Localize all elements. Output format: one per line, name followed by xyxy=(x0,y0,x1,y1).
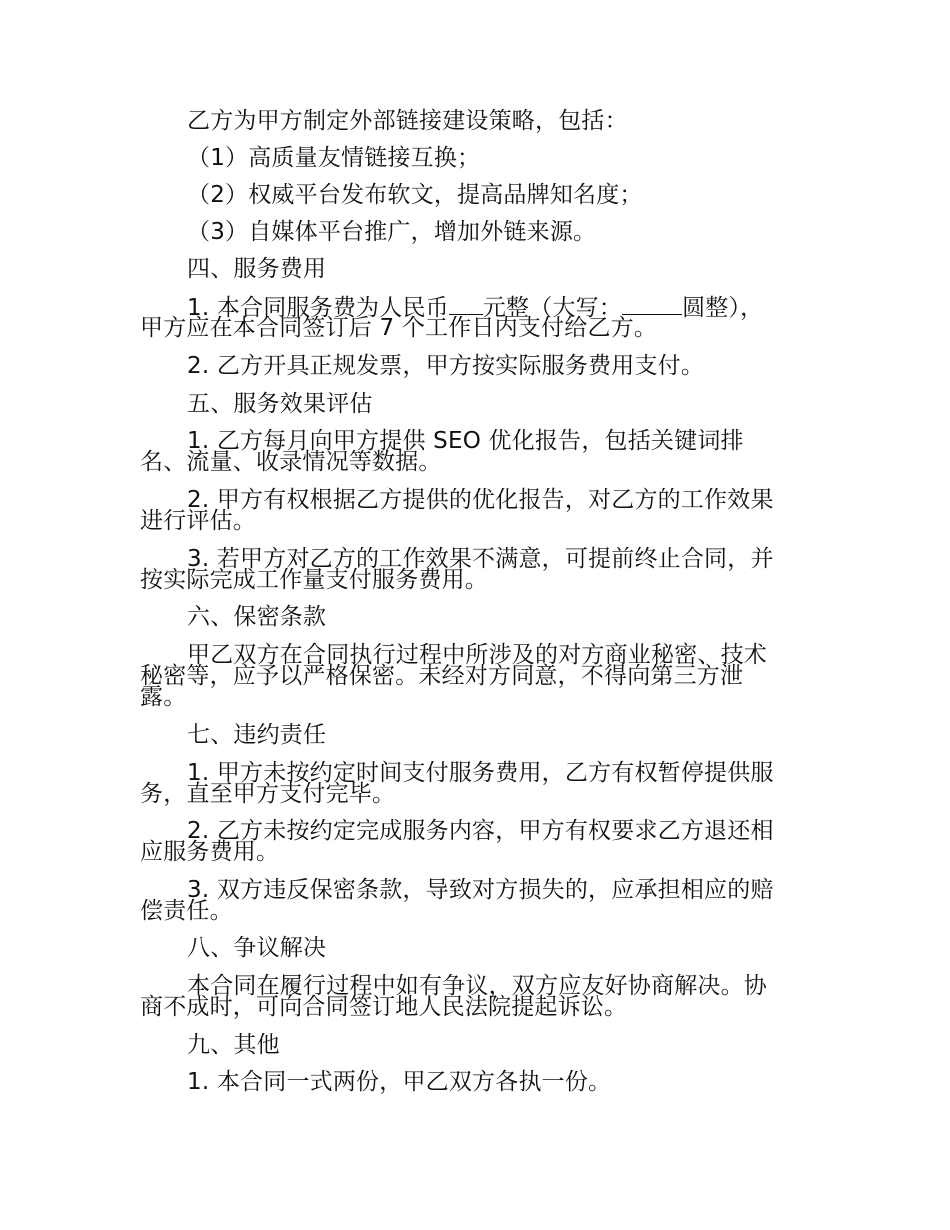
section-6-line-1: 甲乙双方在合同执行过程中所涉及的对方商业秘密、技术 xyxy=(187,642,767,668)
section-8-line-2: 商不成时，可向合同签订地人民法院提起诉讼。 xyxy=(140,994,628,1020)
section-6-paragraph xyxy=(140,642,812,712)
section-9-title: 九、其他 xyxy=(187,1032,280,1058)
clause-5-2-line-2: 进行评估。 xyxy=(140,508,256,534)
section-8-title: 八、争议解决 xyxy=(187,935,327,961)
strategy-item-2: （2）权威平台发布软文，提高品牌知名度； xyxy=(187,182,643,208)
clause-5-2-line-1: 2. 甲方有权根据乙方提供的优化报告，对乙方的工作效果 xyxy=(187,487,774,513)
section-7-title: 七、违约责任 xyxy=(187,722,327,748)
section-8-paragraph xyxy=(140,973,812,1021)
clause-4-1-text-b: 元整（大写： xyxy=(482,295,623,321)
section-6-title: 六、保密条款 xyxy=(187,604,327,630)
clause-4-1-text-d: 甲方应在本合同签订后 7 个工作日内支付给乙方。 xyxy=(140,315,658,341)
section-7-clause-1 xyxy=(140,760,812,808)
strategy-intro: 乙方为甲方制定外部链接建设策略，包括： xyxy=(187,108,628,134)
section-5-title: 五、服务效果评估 xyxy=(187,391,373,417)
clause-5-3-line-2: 按实际完成工作量支付服务费用。 xyxy=(140,567,488,593)
section-4-clause-2: 2. 乙方开具正规发票，甲方按实际服务费用支付。 xyxy=(187,353,705,379)
section-7-clause-2 xyxy=(140,818,812,866)
clause-7-1-line-1: 1. 甲方未按约定时间支付服务费用，乙方有权暂停提供服 xyxy=(187,760,774,786)
clause-5-1-line-2: 名、流量、收录情况等数据。 xyxy=(140,449,442,475)
strategy-item-1: （1）高质量友情链接互换； xyxy=(187,145,481,171)
clause-4-1-text-a: 1. 本合同服务费为人民币 xyxy=(187,295,449,321)
section-5-clause-2 xyxy=(140,487,812,535)
section-5-clause-3 xyxy=(140,546,812,594)
clause-5-3-line-1: 3. 若甲方对乙方的工作效果不满意，可提前终止合同，并 xyxy=(187,546,774,572)
section-6-line-2: 秘密等，应予以严格保密。未经对方同意，不得向第三方泄 xyxy=(140,663,744,689)
section-9-clause-1: 1. 本合同一式两份，甲乙双方各执一份。 xyxy=(187,1069,612,1095)
strategy-item-3: （3）自媒体平台推广，增加外链来源。 xyxy=(187,219,597,245)
amount-blank xyxy=(449,294,483,315)
section-8-line-1: 本合同在履行过程中如有争议，双方应友好协商解决。协 xyxy=(187,973,767,999)
clause-7-2-line-1: 2. 乙方未按约定完成服务内容，甲方有权要求乙方退还相 xyxy=(187,818,774,844)
section-4-clause-1 xyxy=(140,294,812,342)
clause-7-1-line-2: 务，直至甲方支付完毕。 xyxy=(140,781,396,807)
clause-7-3-line-2: 偿责任。 xyxy=(140,898,233,924)
section-4-title: 四、服务费用 xyxy=(187,256,327,282)
section-5-clause-1 xyxy=(140,428,812,476)
section-7-clause-3 xyxy=(140,877,812,925)
clause-4-1-text-c: 圆整）， xyxy=(682,295,764,321)
clause-5-1-line-1: 1. 乙方每月向甲方提供 SEO 优化报告，包括关键词排 xyxy=(187,428,744,454)
clause-7-2-line-2: 应服务费用。 xyxy=(140,839,280,865)
clause-7-3-line-1: 3. 双方违反保密条款，导致对方损失的，应承担相应的赔 xyxy=(187,877,774,903)
section-6-line-3: 露。 xyxy=(140,684,187,710)
amount-uppercase-blank xyxy=(622,294,682,315)
